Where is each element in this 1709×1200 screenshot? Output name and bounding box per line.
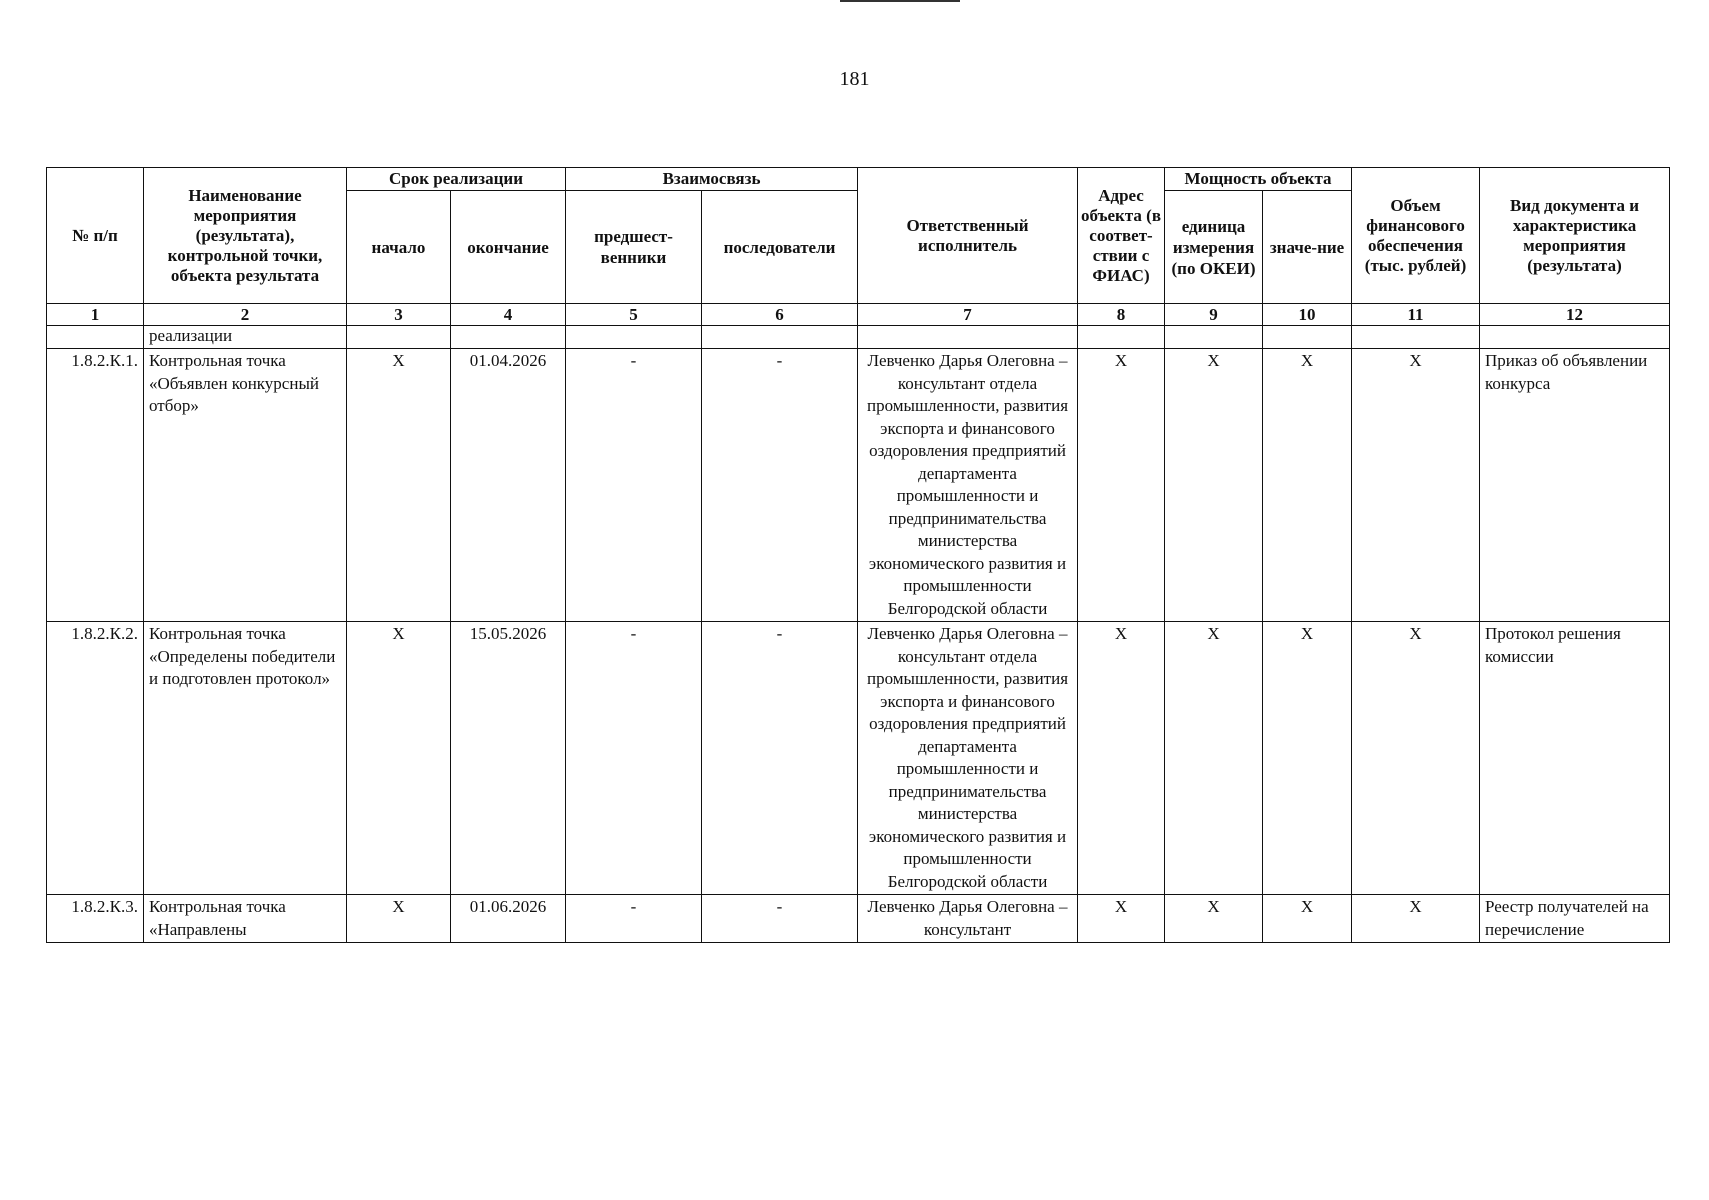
row-address: Х xyxy=(1078,895,1165,943)
row-responsible: Левченко Дарья Олеговна – консультант отдела промышленности, развития экспорта и финансового оздоровления предприятий департамента промышленности и предпринимательства министерства экономического развития и промышленности Белгородской области xyxy=(858,349,1078,622)
row-document: Реестр получателей на перечисление xyxy=(1480,895,1670,943)
table-cell xyxy=(347,326,451,349)
table-header xyxy=(47,168,1670,326)
row-value: Х xyxy=(1263,622,1352,895)
table-cell xyxy=(1165,326,1263,349)
row-unit: Х xyxy=(1165,895,1263,943)
row-end: 01.04.2026 xyxy=(451,349,566,622)
continuation-row xyxy=(47,326,1670,349)
table-row xyxy=(47,895,1670,943)
table-row xyxy=(47,349,1670,622)
continuation-text: реализации xyxy=(144,326,347,349)
column-number: 12 xyxy=(1480,304,1670,326)
row-finance: Х xyxy=(1352,622,1480,895)
row-unit: Х xyxy=(1165,349,1263,622)
column-number: 8 xyxy=(1078,304,1165,326)
column-number: 11 xyxy=(1352,304,1480,326)
row-predecessors: - xyxy=(566,349,702,622)
header-value: значе-ние xyxy=(1263,191,1352,304)
header-start: начало xyxy=(347,191,451,304)
column-number: 7 xyxy=(858,304,1078,326)
header-unit: единица измерения (по ОКЕИ) xyxy=(1165,191,1263,304)
row-finance: Х xyxy=(1352,349,1480,622)
table-cell xyxy=(702,326,858,349)
column-number-row xyxy=(47,304,1670,326)
row-predecessors: - xyxy=(566,622,702,895)
plan-table xyxy=(46,167,1670,943)
table-cell xyxy=(1352,326,1480,349)
header-num: № п/п xyxy=(47,168,144,304)
row-successors: - xyxy=(702,895,858,943)
row-document: Приказ об объявлении конкурса xyxy=(1480,349,1670,622)
row-number: 1.8.2.К.1. xyxy=(47,349,144,622)
row-name: Контрольная точка «Определены победители и подготовлен протокол» xyxy=(144,622,347,895)
row-number: 1.8.2.К.3. xyxy=(47,895,144,943)
row-responsible: Левченко Дарья Олеговна – консультант xyxy=(858,895,1078,943)
scan-edge-line xyxy=(840,0,960,2)
header-relation: Взаимосвязь xyxy=(566,168,858,191)
table-cell xyxy=(858,326,1078,349)
row-name: Контрольная точка «Объявлен конкурсный отбор» xyxy=(144,349,347,622)
row-unit: Х xyxy=(1165,622,1263,895)
row-predecessors: - xyxy=(566,895,702,943)
row-finance: Х xyxy=(1352,895,1480,943)
column-number: 4 xyxy=(451,304,566,326)
header-predecessors: предшест-венники xyxy=(566,191,702,304)
row-end: 15.05.2026 xyxy=(451,622,566,895)
column-number: 6 xyxy=(702,304,858,326)
header-doc: Вид документа и характеристика мероприятия (результата) xyxy=(1480,168,1670,304)
table-cell xyxy=(1078,326,1165,349)
row-address: Х xyxy=(1078,349,1165,622)
column-number: 5 xyxy=(566,304,702,326)
row-address: Х xyxy=(1078,622,1165,895)
header-end: окончание xyxy=(451,191,566,304)
table-body xyxy=(47,326,1670,943)
table-row xyxy=(47,622,1670,895)
header-finance: Объем финансового обеспечения (тыс. рублей) xyxy=(1352,168,1480,304)
row-document: Протокол решения комиссии xyxy=(1480,622,1670,895)
row-end: 01.06.2026 xyxy=(451,895,566,943)
header-address: Адрес объекта (в соответ-ствии с ФИАС) xyxy=(1078,168,1165,304)
row-responsible: Левченко Дарья Олеговна – консультант отдела промышленности, развития экспорта и финансового оздоровления предприятий департамента промышленности и предпринимательства министерства экономического развития и промышленности Белгородской области xyxy=(858,622,1078,895)
header-responsible: Ответственный исполнитель xyxy=(858,168,1078,304)
header-capacity: Мощность объекта xyxy=(1165,168,1352,191)
column-number: 3 xyxy=(347,304,451,326)
column-number: 9 xyxy=(1165,304,1263,326)
table-cell xyxy=(47,326,144,349)
table-cell xyxy=(451,326,566,349)
column-number: 10 xyxy=(1263,304,1352,326)
table-cell xyxy=(566,326,702,349)
row-start: Х xyxy=(347,349,451,622)
column-number: 1 xyxy=(47,304,144,326)
header-name: Наименование мероприятия (результата), контрольной точки, объекта результата xyxy=(144,168,347,304)
header-period: Срок реализации xyxy=(347,168,566,191)
row-successors: - xyxy=(702,622,858,895)
table-cell xyxy=(1263,326,1352,349)
row-number: 1.8.2.К.2. xyxy=(47,622,144,895)
row-start: Х xyxy=(347,622,451,895)
row-start: Х xyxy=(347,895,451,943)
row-value: Х xyxy=(1263,349,1352,622)
row-successors: - xyxy=(702,349,858,622)
header-successors: последователи xyxy=(702,191,858,304)
row-value: Х xyxy=(1263,895,1352,943)
row-name: Контрольная точка «Направлены xyxy=(144,895,347,943)
table-cell xyxy=(1480,326,1670,349)
column-number: 2 xyxy=(144,304,347,326)
page-number: 181 xyxy=(839,68,870,90)
